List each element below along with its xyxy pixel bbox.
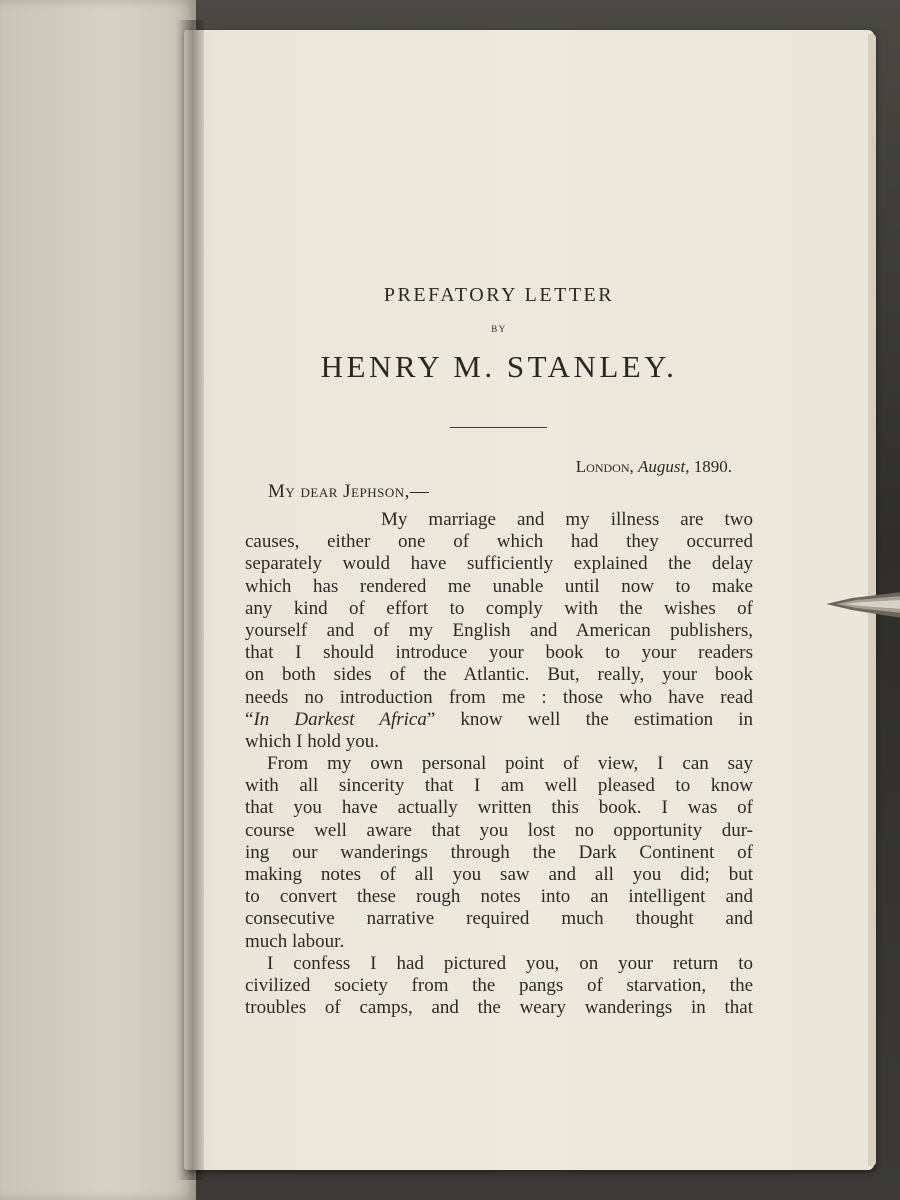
left-facing-page [0, 0, 196, 1200]
bookmark-ribbon-icon [822, 586, 900, 624]
text-line: troubles of camps, and the weary wanderings in that [245, 997, 753, 1019]
letter-body [245, 509, 753, 1019]
text-line: yourself and of my English and American publishers, [245, 619, 753, 641]
text-line: My marriage and my illness are two [381, 509, 753, 530]
author-name: HENRY M. STANLEY. [320, 349, 678, 384]
salutation: My dear Jephson,— [268, 481, 430, 502]
dateline [184, 456, 732, 478]
text-line: consecutive narrative required much thought and [245, 908, 753, 930]
text-line-quote [245, 709, 753, 731]
text-line: much labour. [245, 930, 345, 952]
text-line: on both sides of the Atlantic. But, really, your book [245, 664, 753, 686]
text-line: any kind of effort to comply with the wishes of [245, 597, 753, 619]
dateline-place: London, [575, 457, 634, 476]
text-line: separately would have sufficiently explained the delay [245, 553, 753, 575]
text-line: ing our wanderings through the Dark Continent of [245, 841, 753, 863]
text-line: needs no introduction from me : those who have read [245, 686, 753, 708]
quote-open: “ [245, 708, 254, 730]
text-line: which I hold you. [245, 730, 380, 752]
text-line: to convert these rough notes into an intelligent and [245, 886, 753, 908]
title-rule [450, 427, 547, 428]
text-line: with all sincerity that I am well pleased to know [245, 775, 753, 797]
text-line: I confess I had pictured you, on your return to [267, 952, 753, 974]
dateline-month: August, [638, 457, 690, 476]
quote-rest: ” know well the estimation in [426, 708, 753, 730]
text-line: causes, either one of which had they occurred [245, 531, 753, 553]
text-line: making notes of all you saw and all you did; but [245, 864, 753, 885]
letter-heading: PREFATORY LETTER [383, 284, 615, 306]
dateline-year: 1890. [693, 457, 732, 476]
text-line: which has rendered me unable until now to make [245, 575, 753, 597]
byline: BY [491, 324, 507, 334]
text-line: that you have actually written this book. I was of [245, 797, 753, 819]
text-line: course well aware that you lost no opportunity dur- [245, 819, 753, 841]
text-line: From my own personal point of view, I can say [267, 753, 753, 775]
page-gutter-shadow [176, 20, 204, 1180]
title-block [184, 280, 814, 388]
text-line: that I should introduce your book to your readers [245, 642, 753, 664]
text-line: civilized society from the pangs of starvation, the [245, 974, 753, 996]
book-title: In Darkest Africa [253, 708, 427, 730]
